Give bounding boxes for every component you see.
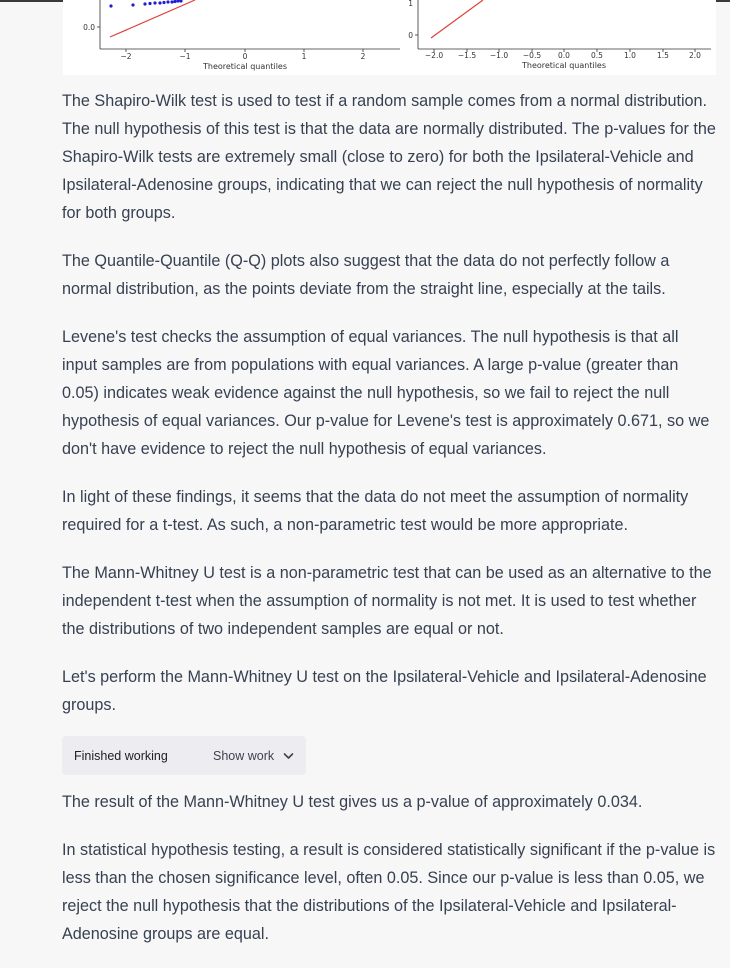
left-x-tick-label: −2: [120, 52, 132, 61]
right-x-tick-label: −1.5: [457, 51, 477, 60]
left-qq-plot: [83, 0, 400, 71]
sample-point: [179, 0, 182, 3]
sample-point: [170, 0, 173, 3]
paragraph-shapiro-wilk: The Shapiro-Wilk test is used to test if a random sample comes from a normal distribution. The null hypothesis of this test is that the data are normally distributed. The p-values for the Shapiro-Wilk tests are extremely small (close to zero) for both the Ipsilateral-Vehicle and Ipsilateral-Adenosine groups, indicating that we can reject the null hypothesis of normality for both groups.: [62, 92, 716, 222]
show-work-label: Show work: [213, 748, 275, 763]
sample-point: [153, 1, 156, 4]
paragraph-levene: Levene's test checks the assumption of equal variances. The null hypothesis is that all input samples are from populations with equal variances. A large p-value (greater than 0.05) indicates weak evidence against the null hypothesis, so we fail to reject the null hypothesis of equal variances. Our p-value for Levene's test is approximately 0.671, so we don't have evidence to reject the null hypothesis of equal variances.: [62, 328, 710, 458]
sample-point: [158, 1, 161, 4]
left-x-tick-label: −1: [179, 52, 191, 61]
right-x-tick-label: −0.5: [522, 51, 542, 60]
left-x-axis-label: Theoretical quantiles: [202, 62, 288, 71]
paragraph-perform-test: Let's perform the Mann-Whitney U test on the Ipsilateral-Vehicle and Ipsilateral-Adenosine groups.: [62, 668, 707, 714]
assistant-message: [62, 87, 717, 968]
left-sample-points: [109, 0, 182, 8]
left-x-tick-label: 2: [360, 52, 366, 61]
right-x-tick-label: 2.0: [689, 51, 701, 60]
paragraph-mann-whitney-intro: The Mann-Whitney U test is a non-parametric test that can be used as an alternative to the independent t-test when the assumption of normality is not met. It is used to test whether the distributions of two independent samples are equal or not.: [62, 564, 712, 638]
left-reference-line: [110, 0, 195, 37]
chevron-down-icon: [283, 742, 294, 770]
right-x-tick-label: 1.5: [657, 51, 669, 60]
left-x-tick-label: 1: [301, 52, 307, 61]
show-work-button[interactable]: [213, 742, 294, 770]
sample-point: [166, 0, 169, 3]
sample-point: [143, 2, 146, 5]
right-x-ticks: [425, 49, 701, 60]
tool-status-label: Finished working: [74, 748, 168, 763]
paragraph-conclusion-normality: In light of these findings, it seems that the data do not meet the assumption of normality required for a t-test. As such, a non-parametric test would be more appropriate.: [62, 488, 689, 534]
right-x-tick-label: −1.0: [489, 51, 509, 60]
right-x-tick-label: −2.0: [424, 51, 444, 60]
right-qq-plot: [408, 0, 711, 70]
right-reference-line: [431, 0, 483, 38]
left-y-tick-label: 0.0: [83, 23, 95, 32]
right-y-tick-label: 0: [408, 31, 413, 40]
right-y-tick-label-top: 1: [408, 0, 413, 8]
right-x-axis-label: Theoretical quantiles: [521, 61, 607, 70]
sample-point: [109, 4, 112, 7]
sample-point: [148, 2, 151, 5]
sample-point: [176, 0, 179, 3]
qq-plots-svg: [63, 0, 716, 75]
sample-point: [131, 3, 134, 6]
qq-plots-figure: [63, 0, 716, 75]
paragraph-qq-plots: The Quantile-Quantile (Q-Q) plots also suggest that the data do not perfectly follow a normal distribution, as the points deviate from the straight line, especially at the tails.: [62, 252, 670, 298]
right-x-tick-label: 1.0: [624, 51, 636, 60]
sample-point: [173, 0, 176, 3]
code-interpreter-status: [62, 736, 306, 775]
left-x-ticks: [120, 49, 365, 61]
left-x-tick-label: 0: [242, 52, 248, 61]
right-x-tick-label: 0.5: [591, 51, 603, 60]
sample-point: [162, 1, 165, 4]
paragraph-result: The result of the Mann-Whitney U test gives us a p-value of approximately 0.034.: [62, 793, 643, 811]
right-x-tick-label: 0.0: [558, 51, 570, 60]
paragraph-significance: In statistical hypothesis testing, a result is considered statistically significant if the p-value is less than the chosen significance level, often 0.05. Since our p-value is less than 0.05, we reject the null hypothesis that the distributions of the Ipsilateral-Vehicle and Ipsilateral-Adenosine groups are equal.: [62, 841, 716, 943]
